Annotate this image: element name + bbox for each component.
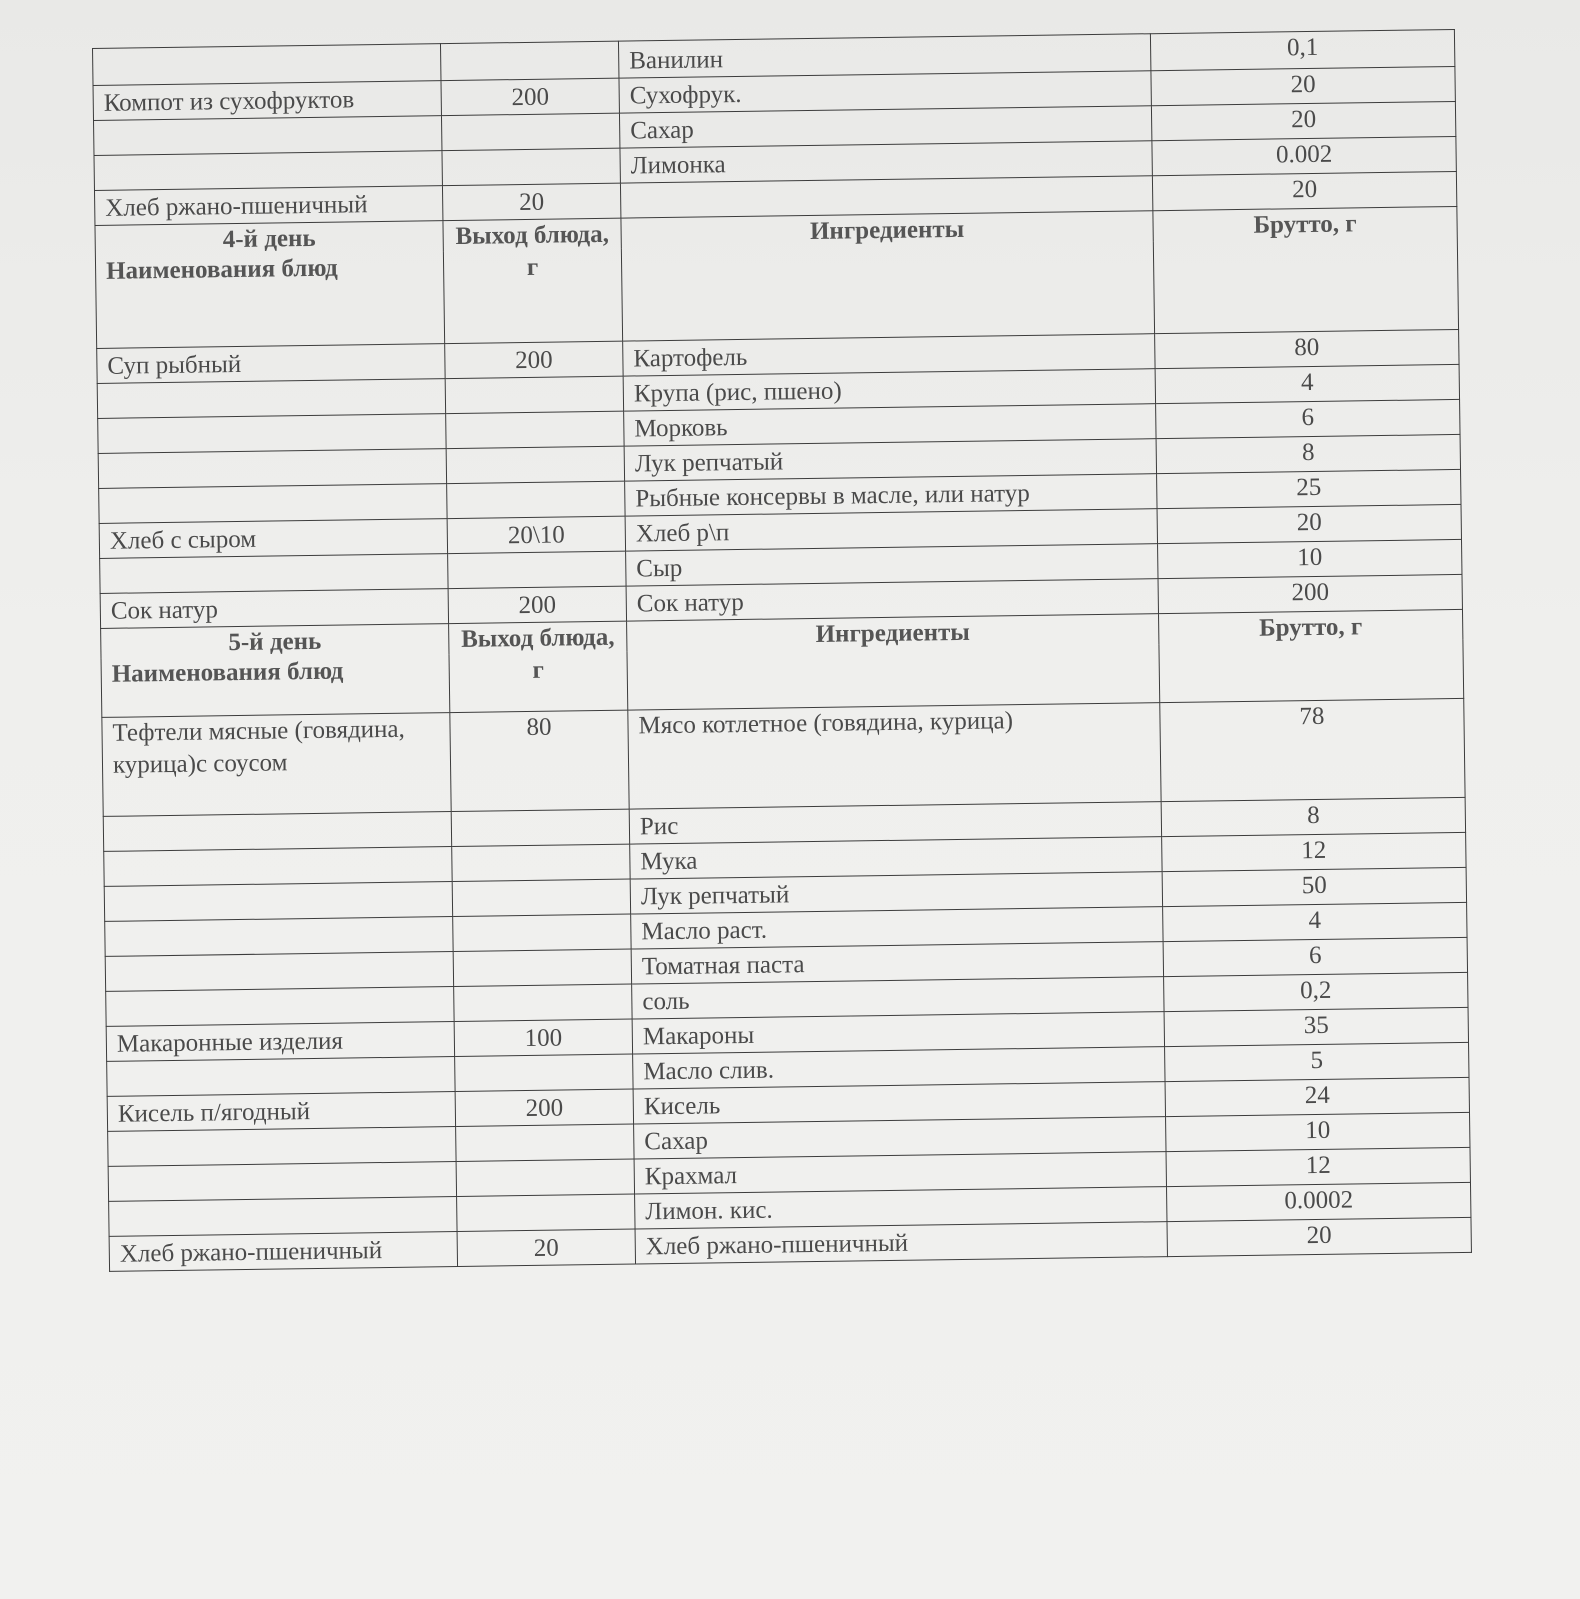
ingredient-cell: Сахар — [619, 106, 1151, 148]
brutto-cell: 20 — [1152, 171, 1456, 210]
yield-cell — [446, 411, 624, 448]
ingredient-cell: соль — [632, 977, 1164, 1019]
brutto-cell: 6 — [1163, 937, 1467, 976]
dish-cell — [100, 554, 448, 594]
yield-cell — [442, 148, 620, 185]
yield-cell: 20 — [457, 1229, 635, 1266]
ingredient-cell: Томатная паста — [631, 942, 1163, 984]
ingredient-cell: Лук репчатый — [624, 439, 1156, 481]
brutto-cell: 5 — [1165, 1042, 1469, 1081]
yield-cell: 80 — [450, 710, 629, 811]
ingredient-cell: Ванилин — [618, 34, 1150, 78]
ingredient-cell: Лимон. кис. — [635, 1187, 1167, 1229]
brutto-cell: 4 — [1163, 902, 1467, 941]
dish-cell — [97, 379, 445, 419]
brutto-cell: 20 — [1167, 1217, 1471, 1256]
dish-cell — [105, 952, 453, 992]
brutto-cell: 12 — [1162, 832, 1466, 871]
dish-cell — [106, 987, 454, 1027]
brutto-cell: 20 — [1157, 504, 1461, 543]
ingredient-cell: Масло раст. — [631, 907, 1163, 949]
brutto-cell: 10 — [1166, 1112, 1470, 1151]
ingredient-cell: Хлеб р\п — [625, 509, 1157, 551]
ingredient-cell: Лимонка — [620, 141, 1152, 183]
dish-cell: Хлеб с сыром — [99, 519, 447, 559]
brutto-cell: 4 — [1155, 364, 1459, 403]
menu-sheet — [92, 29, 1471, 1272]
dish-cell: Сок натур — [100, 589, 448, 629]
day5-title: 5-й день — [101, 624, 449, 659]
yield-cell: 100 — [454, 1019, 632, 1056]
ingredient-cell: Хлеб ржано-пшеничный — [635, 1222, 1167, 1264]
ingredient-cell: Сухофрук. — [619, 71, 1151, 113]
brutto-cell: 0.002 — [1152, 136, 1456, 175]
dish-cell — [108, 1127, 456, 1167]
yield-cell: 200 — [441, 78, 619, 115]
ingredient-cell: Сыр — [626, 544, 1158, 586]
ingredient-cell: Крахмал — [634, 1152, 1166, 1194]
yield-header: Выход блюда, г — [443, 218, 623, 343]
dish-cell — [93, 44, 441, 86]
brutto-cell: 24 — [1165, 1077, 1469, 1116]
dish-cell: Хлеб ржано-пшеничный — [94, 186, 442, 226]
yield-cell: 200 — [448, 586, 626, 623]
yield-cell — [456, 1124, 634, 1161]
ingredient-cell: Мука — [630, 837, 1162, 879]
yield-cell — [454, 984, 632, 1021]
ingredient-cell: Масло слив. — [633, 1047, 1165, 1089]
brutto-cell: 25 — [1157, 469, 1461, 508]
ingredient-header: Ингредиенты — [621, 211, 1155, 341]
yield-cell — [446, 446, 624, 483]
brutto-cell: 0,2 — [1164, 972, 1468, 1011]
ingredient-cell: Макароны — [632, 1012, 1164, 1054]
ingredient-cell: Крупа (рис, пшено) — [623, 369, 1155, 411]
yield-cell — [451, 809, 629, 846]
dish-cell: Суп рыбный — [97, 344, 445, 384]
brutto-header: Брутто, г — [1153, 206, 1459, 333]
brutto-cell: 8 — [1161, 797, 1465, 836]
menu-table — [92, 29, 1472, 1272]
yield-cell — [455, 1054, 633, 1091]
dish-cell — [107, 1057, 455, 1097]
dish-header: Наименования блюд — [95, 251, 444, 348]
ingredient-cell: Рыбные консервы в масле, или натур — [625, 474, 1157, 516]
ingredient-cell: Лук репчатый — [630, 872, 1162, 914]
brutto-cell: 0.0002 — [1167, 1182, 1471, 1221]
dish-cell — [94, 151, 442, 191]
ingredient-cell: Сок натур — [626, 579, 1158, 621]
table-row — [102, 698, 1465, 816]
brutto-header: Брутто, г — [1159, 609, 1464, 702]
brutto-cell: 20 — [1151, 101, 1455, 140]
day4-title: 4-й день — [95, 221, 443, 256]
dish-cell: Макаронные изделия — [106, 1022, 454, 1062]
brutto-cell: 200 — [1158, 574, 1462, 613]
brutto-cell: 10 — [1158, 539, 1462, 578]
brutto-cell: 6 — [1156, 399, 1460, 438]
dish-cell — [109, 1197, 457, 1237]
brutto-cell: 50 — [1162, 867, 1466, 906]
yield-cell — [453, 949, 631, 986]
dish-cell: Компот из сухофруктов — [93, 81, 441, 121]
yield-cell — [447, 481, 625, 518]
yield-header: Выход блюда, г — [449, 621, 628, 712]
dish-cell — [108, 1162, 456, 1202]
dish-cell — [98, 414, 446, 454]
dish-cell — [94, 116, 442, 156]
yield-cell — [441, 113, 619, 150]
brutto-cell: 35 — [1164, 1007, 1468, 1046]
yield-cell — [457, 1194, 635, 1231]
brutto-cell: 78 — [1160, 698, 1465, 801]
ingredient-header: Ингредиенты — [627, 614, 1160, 710]
yield-cell — [448, 551, 626, 588]
ingredient-cell: Мясо котлетное (говядина, курица) — [628, 703, 1161, 809]
dish-cell — [103, 812, 451, 852]
dish-header: Наименования блюд — [101, 654, 450, 717]
yield-cell — [452, 844, 630, 881]
brutto-cell: 20 — [1151, 66, 1455, 105]
yield-cell — [453, 914, 631, 951]
yield-cell: 200 — [445, 341, 623, 378]
yield-cell: 200 — [455, 1089, 633, 1126]
ingredient-cell: Морковь — [624, 404, 1156, 446]
yield-cell — [440, 41, 618, 80]
ingredient-cell: Рис — [629, 802, 1161, 844]
dish-cell — [99, 484, 447, 524]
dish-cell: Хлеб ржано-пшеничный — [109, 1232, 457, 1272]
ingredient-cell: Картофель — [623, 334, 1155, 376]
dish-cell — [104, 847, 452, 887]
dish-cell — [105, 917, 453, 957]
yield-cell — [445, 376, 623, 413]
dish-cell — [104, 882, 452, 922]
ingredient-cell: Сахар — [634, 1117, 1166, 1159]
dish-cell — [98, 449, 446, 489]
yield-cell: 20 — [442, 183, 620, 220]
yield-cell — [456, 1159, 634, 1196]
brutto-cell: 80 — [1155, 329, 1459, 368]
dish-cell: Тефтели мясные (говядина, курица)с соусом — [102, 713, 451, 817]
brutto-cell: 12 — [1166, 1147, 1470, 1186]
ingredient-cell: Кисель — [633, 1082, 1165, 1124]
brutto-cell: 8 — [1156, 434, 1460, 473]
yield-cell: 20\10 — [447, 516, 625, 553]
dish-cell: Кисель п/ягодный — [107, 1092, 455, 1132]
yield-cell — [452, 879, 630, 916]
brutto-cell: 0,1 — [1150, 29, 1454, 70]
